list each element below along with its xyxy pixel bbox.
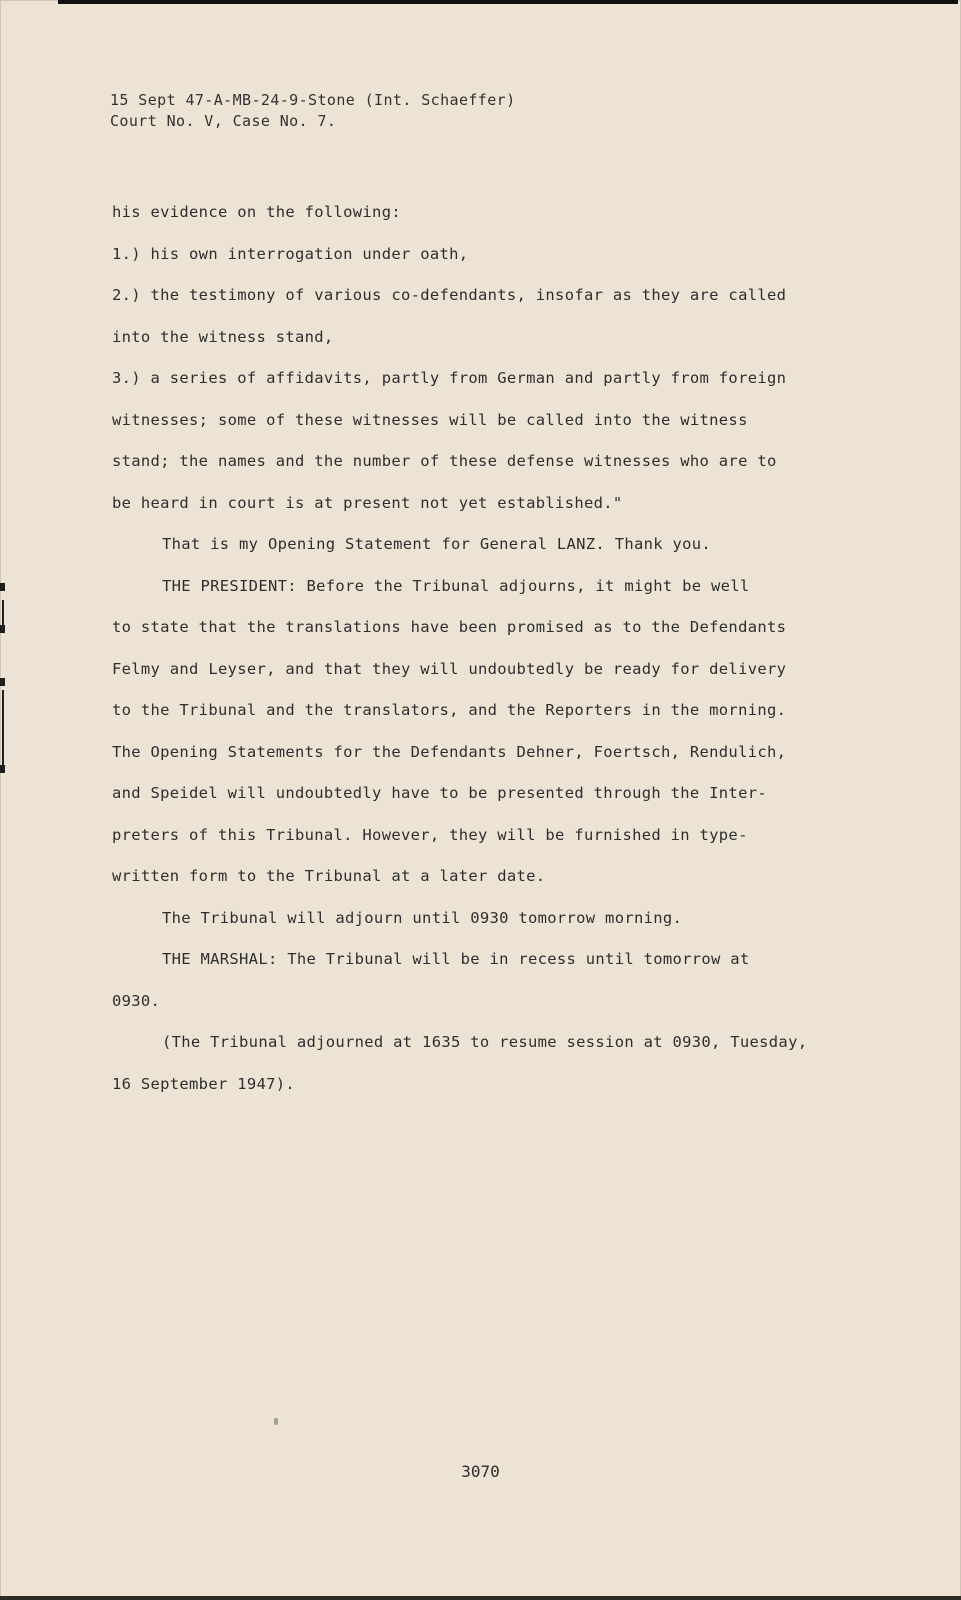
- header-line-court: Court No. V, Case No. 7.: [110, 112, 337, 130]
- text-line: THE PRESIDENT: Before the Tribunal adjourns, it might be well: [162, 576, 750, 595]
- text-line: to state that the translations have been promised as to the Defendants: [112, 618, 787, 636]
- header-line-reference: 15 Sept 47-A-MB-24-9-Stone (Int. Schaeffer): [110, 91, 516, 109]
- text-line: his evidence on the following:: [112, 203, 401, 221]
- text-line: to the Tribunal and the translators, and the Reporters in the morning.: [112, 701, 787, 719]
- text-line: THE MARSHAL: The Tribunal will be in recess until tomorrow at: [162, 950, 750, 968]
- text-line: and Speidel will undoubtedly have to be presented through the Inter-: [112, 784, 767, 802]
- text-line: Felmy and Leyser, and that they will undoubtedly be ready for delivery: [112, 659, 787, 678]
- text-line: 1.) his own interrogation under oath,: [112, 244, 469, 263]
- text-line: 2.) the testimony of various co-defendants, insofar as they are called: [112, 286, 787, 304]
- page-number: 3070: [461, 1462, 500, 1481]
- binding-line: [2, 690, 4, 770]
- text-line: The Tribunal will adjourn until 0930 tomorrow morning.: [162, 908, 683, 927]
- bottom-edge: [0, 1596, 961, 1600]
- transcript-body: [112, 192, 882, 1105]
- text-line: witnesses; some of these witnesses will be called into the witness: [112, 410, 748, 429]
- text-line: 3.) a series of affidavits, partly from German and partly from foreign: [112, 369, 787, 387]
- left-binding-marks: [0, 0, 10, 1600]
- text-line: preters of this Tribunal. However, they will be furnished in type-: [112, 825, 748, 844]
- text-line: The Opening Statements for the Defendants Dehner, Foertsch, Rendulich,: [112, 742, 787, 761]
- top-edge-tab: [58, 0, 958, 4]
- paper-speck: [274, 1418, 278, 1425]
- text-line: into the witness stand,: [112, 327, 334, 346]
- binding-mark: [0, 765, 5, 773]
- binding-mark: [0, 625, 5, 633]
- binding-mark: [0, 678, 5, 686]
- binding-mark: [0, 583, 5, 591]
- text-line: 0930.: [112, 991, 161, 1010]
- text-line: That is my Opening Statement for General LANZ. Thank you.: [162, 535, 712, 553]
- text-line: (The Tribunal adjourned at 1635 to resume session at 0930, Tuesday,: [162, 1033, 808, 1051]
- text-line: 16 September 1947).: [112, 1074, 296, 1093]
- text-line: written form to the Tribunal at a later date.: [112, 867, 546, 885]
- text-line: stand; the names and the number of these defense witnesses who are to: [112, 452, 777, 470]
- document-header: [110, 90, 870, 132]
- text-line: be heard in court is at present not yet established.": [112, 493, 623, 512]
